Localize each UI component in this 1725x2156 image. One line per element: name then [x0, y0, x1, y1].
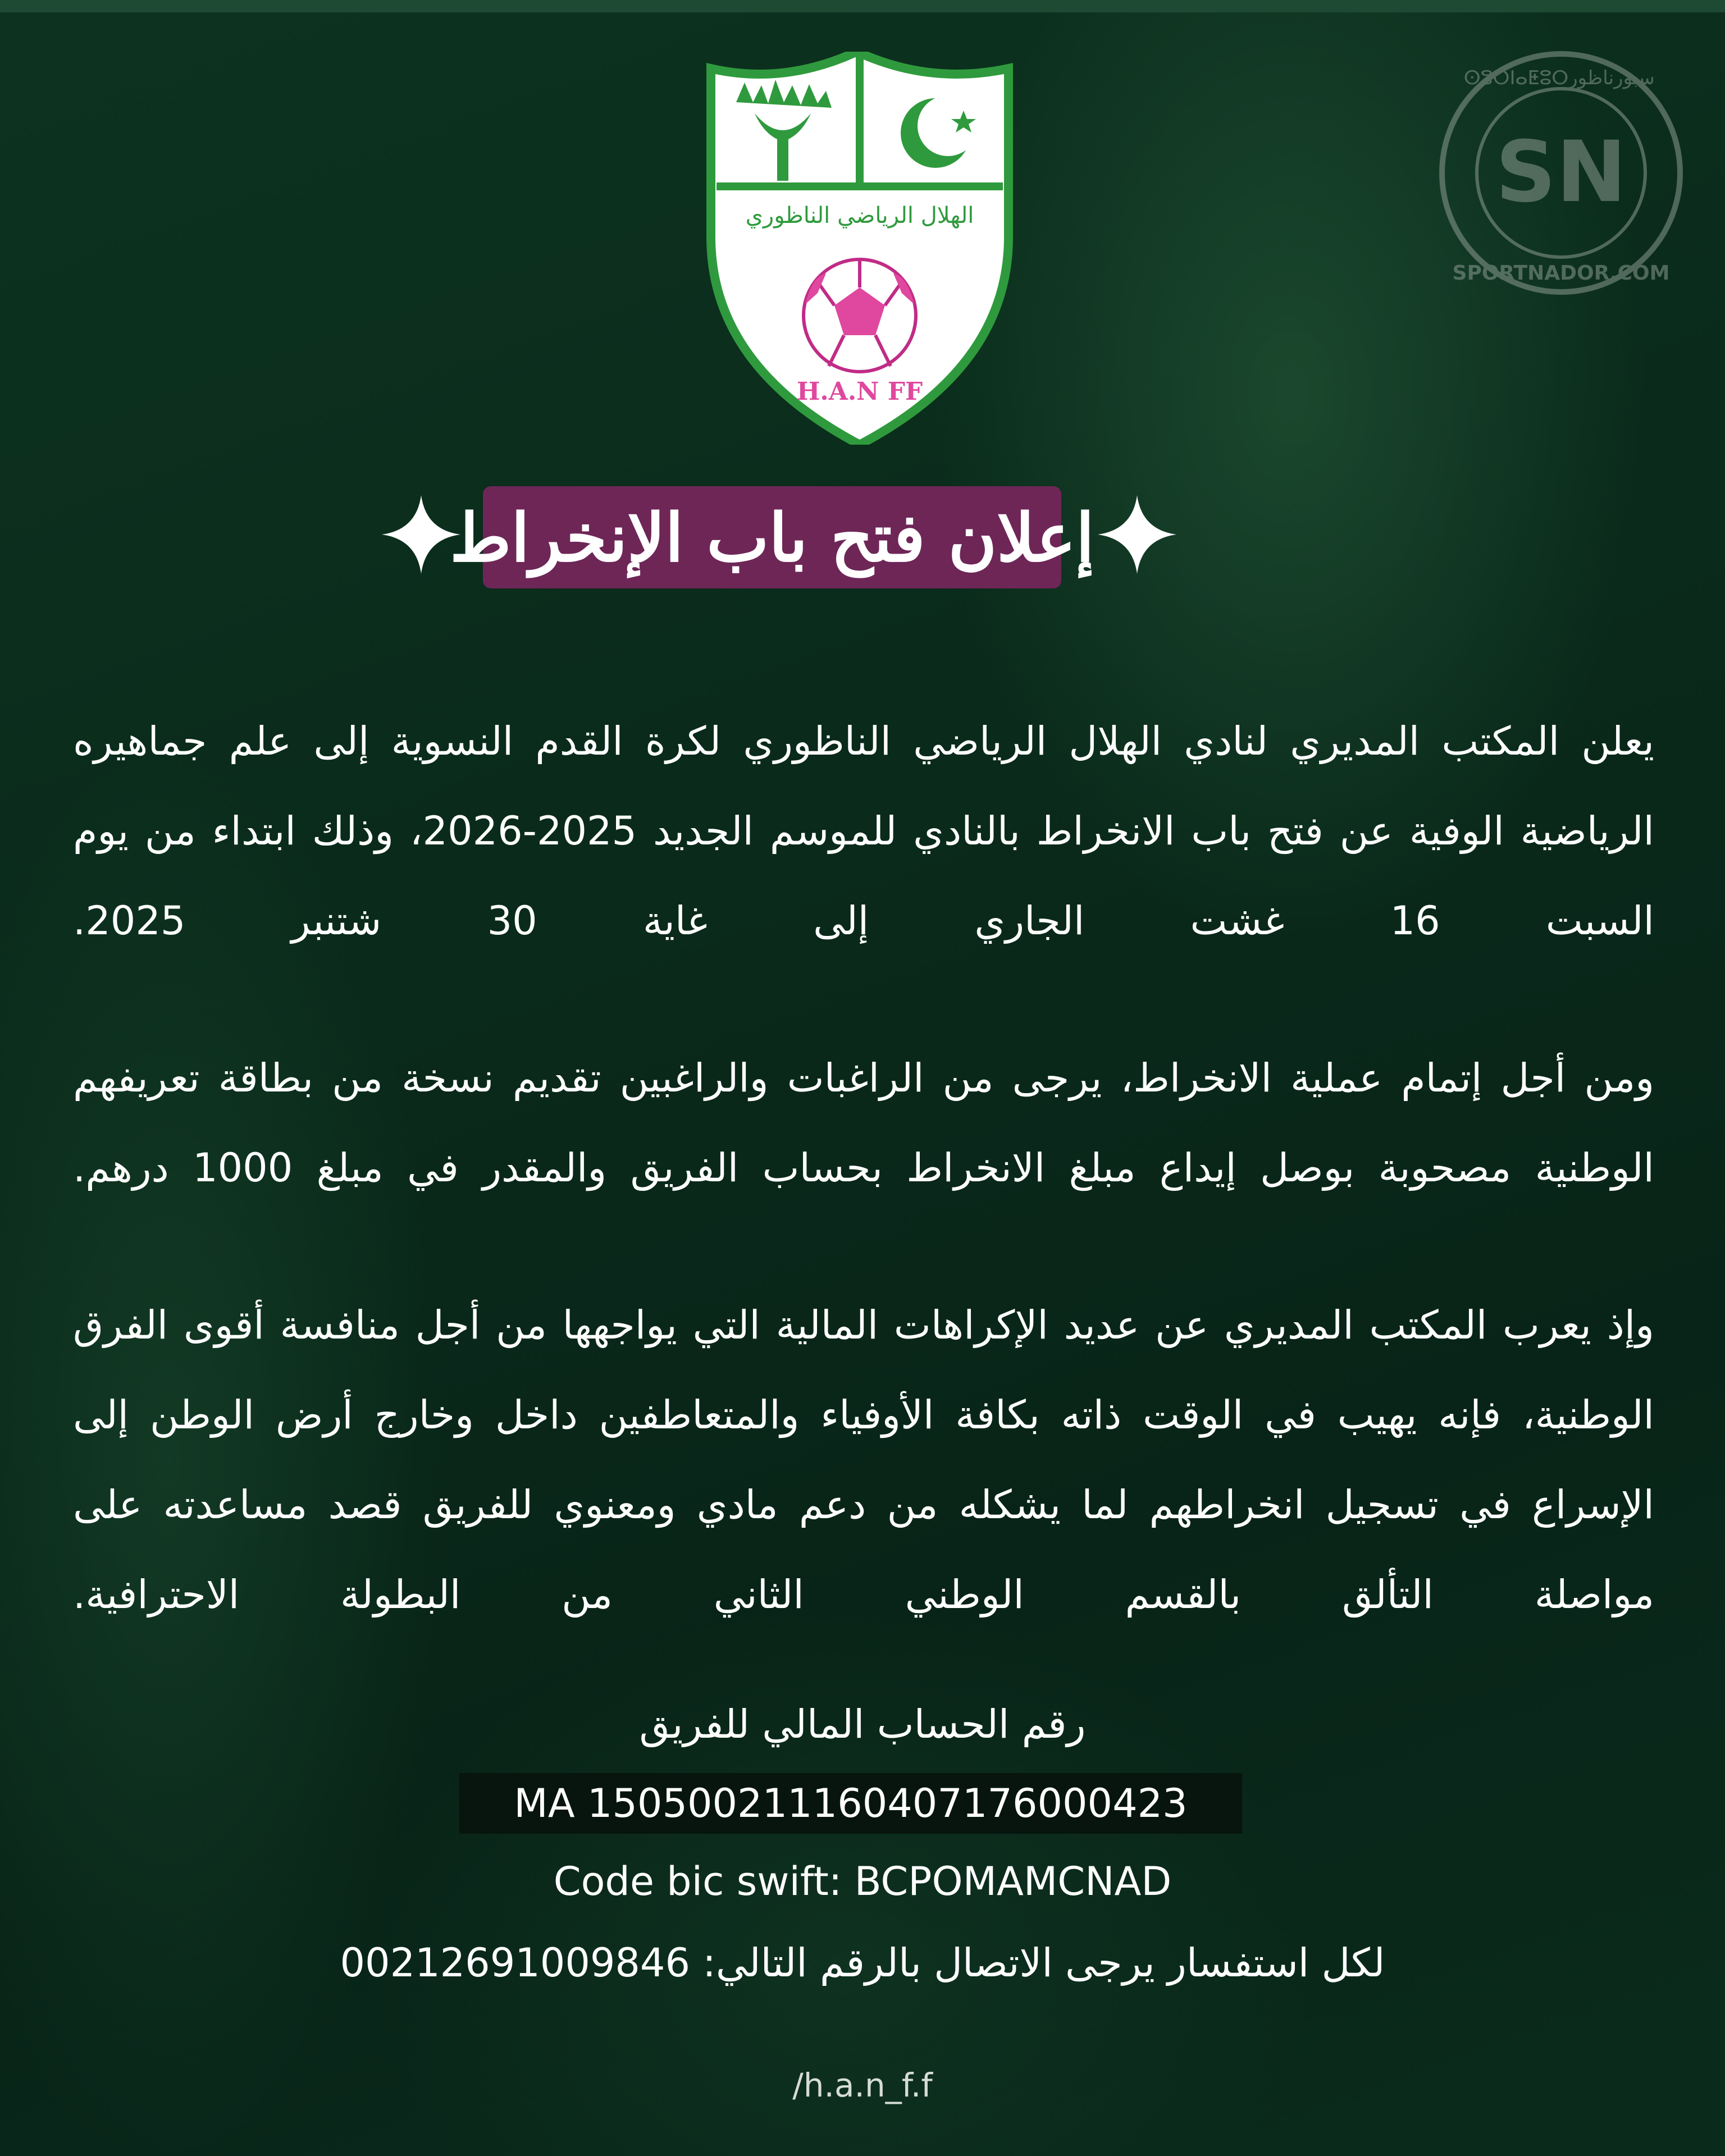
- watermark-arabic: سبورناظور: [1568, 67, 1655, 89]
- contact-phone: لكل استفسار يرجى الاتصال بالرقم التالي: 00212691009846: [340, 1940, 1385, 1986]
- watermark-initials: SN: [1495, 124, 1627, 221]
- sparkle-right-icon: [1098, 495, 1176, 574]
- sportnador-watermark-icon: [1438, 49, 1685, 296]
- page-title: إعلان فتح باب الإنخراط: [450, 498, 1094, 577]
- title-banner: [450, 486, 1094, 588]
- crest-name-text: الهلال الرياضي الناظوري: [745, 203, 974, 229]
- title-section: [382, 484, 1336, 591]
- watermark-tifinagh: ⵙⵓⵔⵏⴰⵟⵓⵔ: [1463, 67, 1569, 89]
- sparkle-left-icon: [382, 495, 460, 574]
- swift-code: Code bic swift: BCPOMAMCNAD: [553, 1858, 1172, 1904]
- announcement-paragraph-1: يعلن المكتب المديري لنادي الهلال الرياضي الناظوري لكرة القدم النسوية إلى علم جماهيره الرياضية الوفية عن فتح باب الانخراط بالنادي للموسم الجديد 2025-2026، وذلك ابتداء من يوم السبت 16 غشت الجاري إلى غاية 30 شتنبر 2025.: [73, 718, 1654, 944]
- social-handle: /h.a.n_f.f: [792, 2066, 933, 2104]
- iban-box: [459, 1773, 1242, 1834]
- watermark-url: SPORTNADOR.COM: [1452, 262, 1670, 285]
- iban-number: MA 150500211160407176000423: [514, 1780, 1188, 1826]
- announcement-paragraph-2: ومن أجل إتمام عملية الانخراط، يرجى من الراغبات والراغبين تقديم نسخة من بطاقة تعريفهم الوطنية مصحوبة بوصل إيداع مبلغ الانخراط بحساب الفريق والمقدر في مبلغ 1000 درهم.: [73, 1055, 1654, 1191]
- crest-badge-text: H.A.N FF: [796, 377, 923, 406]
- announcement-paragraph-3: وإذ يعرب المكتب المديري عن عديد الإكراهات المالية التي يواجهها من أجل منافسة أقوى الفرق الوطنية، فإنه يهيب في الوقت ذاته بكافة الأوفياء والمتعاطفين داخل وخارج أرض الوطن إلى الإسراع في تسجيل انخراطهم لما يشكله من دعم مادي ومعنوي للفريق قصد مساعدته على مواصلة التألق بالقسم الوطني الثاني من البطولة الاحترافية.: [73, 1302, 1654, 1618]
- top-strip: [0, 0, 1725, 12]
- club-crest-icon: [705, 52, 1014, 445]
- account-label: رقم الحساب المالي للفريق: [639, 1701, 1086, 1747]
